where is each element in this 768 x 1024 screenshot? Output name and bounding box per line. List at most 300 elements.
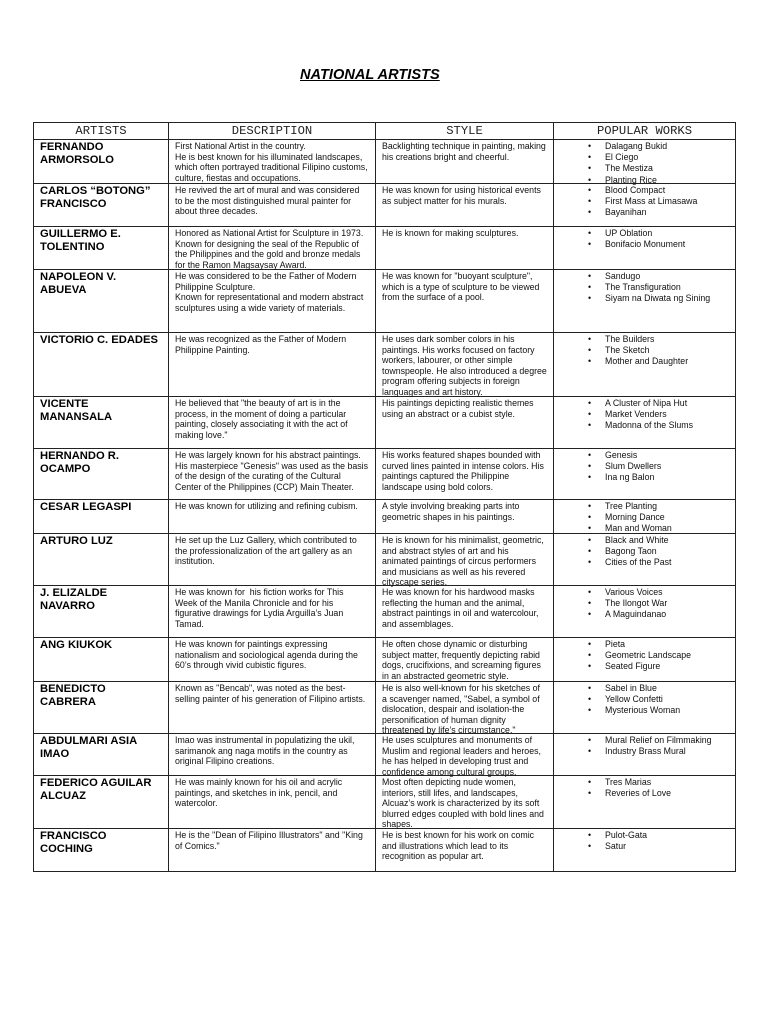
style-cell [376, 586, 554, 637]
style-cell [376, 682, 554, 733]
popular-works-list [554, 638, 736, 681]
popular-works-list [554, 397, 736, 448]
popular-works-list [554, 682, 736, 733]
description-line: to be the most distinguished mural painter for [175, 195, 352, 206]
popular-work-title: Industry Brass Mural [605, 746, 686, 757]
style-line: in an abstracted geometric style. [382, 670, 509, 681]
popular-work-title: Dalagang Bukid [605, 141, 668, 151]
description-line: He was known for utilizing and refining cubism. [175, 501, 358, 511]
popular-work-item [554, 461, 735, 472]
description-cell [169, 586, 376, 637]
popular-work-title: Mural Relief on Filmmaking [605, 735, 712, 745]
popular-work-title: Cities of the Past [605, 557, 672, 568]
description-cell [169, 140, 376, 183]
table-row [34, 586, 736, 638]
style-line: which is a type of sculpture to be viewed [382, 281, 540, 292]
table-row [34, 333, 736, 397]
description-line: Known for designing the seal of the Republic of [175, 238, 359, 249]
table-row [34, 140, 736, 184]
style-line: a scavenger named, "Sabel, a symbol of [382, 693, 540, 704]
description-line: for the Ramon Magsaysay Award. [175, 259, 307, 270]
description-line: watercolor. [175, 798, 218, 808]
column-header-style: STYLE [376, 123, 554, 139]
popular-work-title: Reveries of Love [605, 788, 672, 799]
bullet-icon [588, 683, 591, 694]
style-line: He was known for using historical events [382, 185, 541, 195]
artist-name: ARTURO LUZ [40, 535, 113, 547]
bullet-icon [588, 746, 591, 757]
description-line: which often portrayed traditional Filipino customs, [175, 162, 368, 172]
popular-work-item [554, 639, 735, 650]
popular-work-item [554, 746, 735, 757]
popular-work-title: The Builders [605, 334, 655, 344]
artist-name: GUILLERMO E. [40, 228, 121, 240]
description-line: figurative drawings for Lydia Arguilla’s Juan [175, 608, 344, 618]
popular-work-item [554, 598, 735, 609]
description-line: Philippine Painting. [175, 344, 250, 355]
style-cell [376, 734, 554, 775]
description-line: He set up the Luz Gallery, which contributed to [175, 535, 357, 545]
bullet-icon [588, 661, 591, 672]
table-row [34, 500, 736, 534]
description-cell [169, 270, 376, 332]
artist-name-cell [34, 500, 169, 533]
description-cell [169, 638, 376, 681]
bullet-icon [588, 546, 591, 557]
popular-work-item [554, 239, 735, 250]
popular-work-title: The Ilongot War [605, 598, 668, 609]
description-line: He was mainly known for his oil and acrylic [175, 777, 343, 787]
description-line: He was recognized as the Father of Modern [175, 334, 347, 344]
style-line: curved lines painted in intense colors. His [382, 460, 544, 471]
artist-name: J. ELIZALDE [40, 587, 108, 599]
popular-works-list [554, 586, 736, 637]
description-line: institution. [175, 556, 215, 566]
popular-work-title: Black and White [605, 535, 669, 545]
description-line: original Filipino creations. [175, 756, 275, 766]
artist-name: VICENTE [40, 398, 89, 410]
style-line: He is best known for his work on comic [382, 830, 535, 840]
popular-work-item [554, 683, 735, 694]
description-line: He is best known for his illuminated landscapes, [175, 151, 363, 162]
bullet-icon [588, 334, 591, 345]
style-line: his creations bright and cheerful. [382, 151, 510, 162]
popular-work-title: Man and Woman [605, 523, 672, 534]
popular-work-title: Satur [605, 841, 627, 852]
popular-work-title: First Mass at Limasawa [605, 196, 698, 207]
popular-work-item [554, 830, 735, 841]
style-line: using an abstract or a cubist style. [382, 408, 515, 419]
popular-work-title: Sandugo [605, 271, 641, 281]
style-cell [376, 829, 554, 871]
artist-name: COCHING [40, 843, 93, 855]
style-cell [376, 140, 554, 183]
description-line: Known for representational and modern abstract [175, 292, 364, 302]
popular-work-item [554, 609, 735, 620]
style-line: He is known for his minimalist, geometric, [382, 535, 544, 545]
style-line: landscape using bold colors. [382, 481, 494, 492]
popular-work-item [554, 163, 735, 174]
column-header-description: DESCRIPTION [169, 123, 376, 139]
style-line: geometric shapes in his paintings. [382, 511, 515, 522]
popular-work-title: Madonna of the Slums [605, 420, 694, 431]
style-line: threatened by life’s circumstance." [382, 725, 516, 735]
popular-work-title: Various Voices [605, 587, 663, 597]
description-line: He is the "Dean of Filipino Illustrators" and "King [175, 830, 363, 840]
description-line: painting, closely associating it with the act of [175, 419, 348, 429]
artist-name-cell [34, 333, 169, 396]
artist-name: FRANCISCO [40, 830, 107, 842]
popular-work-item [554, 282, 735, 293]
style-line: cityscape series. [382, 577, 448, 587]
popular-works-list [554, 184, 736, 226]
popular-work-title: The Transfiguration [605, 282, 681, 293]
style-line: His paintings depicting realistic themes [382, 398, 534, 408]
description-cell [169, 734, 376, 775]
style-line: subject matter, frequently depicting rabid [382, 649, 540, 660]
popular-work-item [554, 501, 735, 512]
table-row [34, 270, 736, 333]
artist-name-cell [34, 140, 169, 183]
popular-work-item [554, 535, 735, 546]
style-line: shapes. [382, 819, 413, 829]
description-line: He believed that "the beauty of art is in the [175, 398, 341, 408]
description-line: He revived the art of mural and was considered [175, 185, 360, 195]
page-title: NATIONAL ARTISTS [300, 67, 440, 83]
artist-name: MANANSALA [40, 411, 113, 423]
style-line: Backlighting technique in painting, making [382, 141, 546, 151]
popular-work-item [554, 788, 735, 799]
description-line: making love." [175, 429, 228, 440]
popular-work-item [554, 293, 735, 304]
description-line: the professionalization of the art gallery as an [175, 545, 353, 556]
table-row [34, 534, 736, 586]
popular-work-item [554, 472, 735, 483]
artist-name-cell [34, 682, 169, 733]
bullet-icon [588, 345, 591, 356]
style-line: and assemblages. [382, 618, 454, 629]
style-line: he has helped in developing trust and [382, 756, 529, 766]
style-line: Alcuaz’s work is characterized by its soft [382, 798, 540, 808]
style-cell [376, 397, 554, 448]
popular-work-title: The Mestiza [605, 163, 653, 174]
description-cell [169, 333, 376, 396]
artist-name-cell [34, 734, 169, 775]
bullet-icon [588, 705, 591, 716]
bullet-icon [588, 461, 591, 472]
style-cell [376, 534, 554, 585]
bullet-icon [588, 196, 591, 207]
style-cell [376, 638, 554, 681]
popular-work-item [554, 841, 735, 852]
description-line: He was largely known for his abstract paintings. [175, 450, 361, 460]
description-line: 60’s through vivid cubistic figures. [175, 660, 307, 670]
style-line: He is known for making sculptures. [382, 228, 519, 238]
style-line: He was known for "buoyant sculpture", [382, 271, 533, 281]
description-line: sculptures using a wide variety of materials. [175, 302, 346, 313]
bullet-icon [588, 598, 591, 609]
popular-work-item [554, 420, 735, 431]
popular-work-item [554, 557, 735, 568]
popular-work-item [554, 185, 735, 196]
description-line: culture, fiestas and occupations. [175, 172, 301, 183]
artist-name-cell [34, 776, 169, 828]
popular-works-list [554, 140, 736, 183]
table-row [34, 682, 736, 734]
description-cell [169, 500, 376, 533]
style-cell [376, 333, 554, 396]
description-line: First National Artist in the country. [175, 141, 306, 151]
style-line: paintings captured the Philippine [382, 471, 510, 481]
style-line: abstract paintings in oil and watercolour, [382, 608, 539, 618]
artist-name-cell [34, 586, 169, 637]
description-line: Center of the Philippines (CCP) Main Theater. [175, 481, 354, 492]
artist-name: CARLOS “BOTONG” [40, 185, 151, 197]
style-cell [376, 776, 554, 828]
description-line: He was considered to be the Father of Modern [175, 271, 357, 281]
table-row [34, 227, 736, 270]
bullet-icon [588, 788, 591, 799]
style-line: recognition as popular art. [382, 851, 484, 861]
description-line: sarimanok ang naga motifs in the country as [175, 745, 348, 756]
bullet-icon [588, 777, 591, 788]
style-cell [376, 184, 554, 226]
bullet-icon [588, 228, 591, 239]
bullet-icon [588, 830, 591, 841]
table-header-row [34, 123, 736, 140]
popular-work-title: Planting Rice [605, 174, 657, 185]
popular-work-title: Geometric Landscape [605, 650, 692, 661]
popular-works-list [554, 776, 736, 828]
artist-name-cell [34, 534, 169, 585]
artist-name: FEDERICO AGUILAR [40, 777, 152, 789]
artist-name: VICTORIO C. EDADES [40, 334, 158, 346]
popular-work-title: Mysterious Woman [605, 705, 681, 716]
popular-works-list [554, 500, 736, 533]
bullet-icon [588, 841, 591, 852]
artist-name: ALCUAZ [40, 790, 86, 802]
popular-work-title: A Maguindanao [605, 609, 667, 620]
popular-work-item [554, 141, 735, 152]
description-cell [169, 534, 376, 585]
popular-works-list [554, 829, 736, 871]
style-line: He uses dark somber colors in his [382, 334, 515, 344]
artist-name: ABUEVA [40, 284, 87, 296]
description-cell [169, 397, 376, 448]
bullet-icon [588, 501, 591, 512]
style-line: He often chose dynamic or disturbing [382, 639, 528, 649]
national-artists-table [33, 122, 736, 872]
popular-work-item [554, 152, 735, 163]
style-line: A style involving breaking parts into [382, 501, 520, 511]
style-line: reflecting the human and the animal, [382, 597, 525, 608]
bullet-icon [588, 152, 591, 163]
popular-work-item [554, 207, 735, 218]
table-row [34, 776, 736, 829]
popular-work-title: Ina ng Balon [605, 472, 655, 483]
artist-name-cell [34, 829, 169, 871]
table-row [34, 734, 736, 776]
artist-name-cell [34, 449, 169, 499]
popular-work-title: UP Oblation [605, 228, 653, 238]
artist-name: IMAO [40, 748, 70, 760]
table-row [34, 397, 736, 449]
table-row [34, 829, 736, 872]
table-body [34, 140, 736, 872]
popular-work-title: Sabel in Blue [605, 683, 657, 693]
style-line: townspeople. He also introduced a degree [382, 365, 547, 376]
bullet-icon [588, 650, 591, 661]
style-line: His works featured shapes bounded with [382, 450, 541, 460]
popular-work-title: A Cluster of Nipa Hut [605, 398, 688, 408]
description-line: the Philippines and the gold and bronze medals [175, 249, 361, 259]
description-line: selling painter of his generation of Filipino artists. [175, 693, 366, 704]
artist-name: ARMORSOLO [40, 154, 114, 166]
bullet-icon [588, 398, 591, 409]
artist-name: NAPOLEON V. [40, 271, 117, 283]
description-line: Honored as National Artist for Sculpture in 1973. [175, 228, 364, 238]
description-line: Week of the Manila Chronicle and for his [175, 597, 334, 608]
artist-name: CABRERA [40, 696, 96, 708]
popular-work-item [554, 705, 735, 716]
style-line: Most often depicting nude women, [382, 777, 516, 787]
artist-name-cell [34, 227, 169, 269]
description-line: nationalism and sociological agenda during the [175, 649, 358, 660]
popular-works-list [554, 734, 736, 775]
popular-work-item [554, 398, 735, 409]
style-line: confidence among cultural groups. [382, 766, 517, 777]
style-cell [376, 227, 554, 269]
popular-work-item [554, 409, 735, 420]
description-line: His masterpiece "Genesis" was used as the basis [175, 460, 369, 471]
artist-name: ABDULMARI ASIA [40, 735, 138, 747]
bullet-icon [588, 523, 591, 534]
style-line: interiors, still lifes, and landscapes, [382, 787, 518, 798]
artist-name: OCAMPO [40, 463, 91, 475]
description-line: Philippine Sculpture. [175, 281, 256, 292]
artist-name: TOLENTINO [40, 241, 105, 253]
popular-work-title: Yellow Confetti [605, 694, 663, 705]
artist-name: FRANCISCO [40, 198, 107, 210]
style-line: He was known for his hardwood masks [382, 587, 535, 597]
table-row [34, 184, 736, 227]
description-cell [169, 829, 376, 871]
style-line: dislocation, despair and isolation-the [382, 704, 525, 714]
artist-name: NAVARRO [40, 600, 95, 612]
popular-work-title: The Sketch [605, 345, 650, 356]
style-line: program offering subjects in foreign [382, 376, 520, 386]
popular-work-item [554, 777, 735, 788]
style-line: and musicians as well as his revered [382, 566, 526, 577]
bullet-icon [588, 557, 591, 568]
bullet-icon [588, 356, 591, 367]
artist-name: BENEDICTO [40, 683, 106, 695]
description-cell [169, 682, 376, 733]
popular-work-item [554, 271, 735, 282]
bullet-icon [588, 450, 591, 461]
style-line: workers, labourer, or other simple [382, 355, 513, 365]
bullet-icon [588, 293, 591, 304]
popular-works-list [554, 449, 736, 499]
bullet-icon [588, 420, 591, 431]
description-line: process, in the moment of doing a particular [175, 408, 347, 419]
description-line: paintings, and sketches in ink, pencil, and [175, 787, 338, 798]
popular-work-title: Bonifacio Monument [605, 239, 686, 250]
artist-name: CESAR LEGASPI [40, 501, 132, 513]
popular-work-item [554, 735, 735, 746]
bullet-icon [588, 163, 591, 174]
description-cell [169, 227, 376, 269]
artist-name-cell [34, 184, 169, 226]
description-cell [169, 776, 376, 828]
artist-name-cell [34, 270, 169, 332]
bullet-icon [588, 694, 591, 705]
style-line: blurred edges coupled with bold lines and [382, 808, 544, 819]
style-line: animated paintings of circus performers [382, 556, 537, 566]
popular-work-title: Genesis [605, 450, 638, 460]
popular-work-title: Bagong Taon [605, 546, 657, 557]
popular-work-title: Pieta [605, 639, 626, 649]
style-line: as subject matter for his murals. [382, 195, 507, 206]
popular-work-item [554, 356, 735, 367]
bullet-icon [588, 409, 591, 420]
description-cell [169, 184, 376, 226]
column-header-popular-works: POPULAR WORKS [554, 123, 736, 139]
bullet-icon [588, 141, 591, 152]
bullet-icon [588, 472, 591, 483]
popular-works-list [554, 270, 736, 332]
popular-work-item [554, 228, 735, 239]
bullet-icon [588, 587, 591, 598]
popular-work-item [554, 650, 735, 661]
popular-work-title: Seated Figure [605, 661, 661, 672]
bullet-icon [588, 535, 591, 546]
artist-name: HERNANDO R. [40, 450, 119, 462]
description-line: He was known for paintings expressing [175, 639, 328, 649]
description-line: He was known for his fiction works for This [175, 587, 344, 597]
popular-work-item [554, 450, 735, 461]
description-line: of the design of the curating of the Cultural [175, 471, 341, 481]
popular-work-item [554, 196, 735, 207]
description-cell [169, 449, 376, 499]
artist-name: ANG KIUKOK [40, 639, 113, 651]
popular-works-list [554, 534, 736, 585]
popular-work-title: Tree Planting [605, 501, 657, 511]
style-line: Muslim and regional leaders and heroes, [382, 745, 541, 756]
style-line: dogs, crucifixions, and screaming figures [382, 660, 541, 670]
popular-work-item [554, 587, 735, 598]
bullet-icon [588, 609, 591, 620]
bullet-icon [588, 735, 591, 746]
bullet-icon [588, 239, 591, 250]
style-line: languages and art history. [382, 386, 483, 397]
description-line: Tamad. [175, 618, 204, 629]
bullet-icon [588, 271, 591, 282]
popular-work-title: Morning Dance [605, 512, 665, 523]
popular-work-item [554, 523, 735, 534]
style-line: He uses sculptures and monuments of [382, 735, 533, 745]
bullet-icon [588, 282, 591, 293]
style-line: personification of human dignity [382, 714, 506, 725]
column-header-artists: ARTISTS [34, 123, 169, 139]
style-cell [376, 449, 554, 499]
description-line: about three decades. [175, 206, 258, 216]
popular-work-title: Blood Compact [605, 185, 666, 195]
style-line: paintings. His works focused on factory [382, 344, 535, 355]
popular-work-title: Pulot-Gata [605, 830, 648, 840]
artist-name: FERNANDO [40, 141, 104, 153]
popular-work-item [554, 345, 735, 356]
